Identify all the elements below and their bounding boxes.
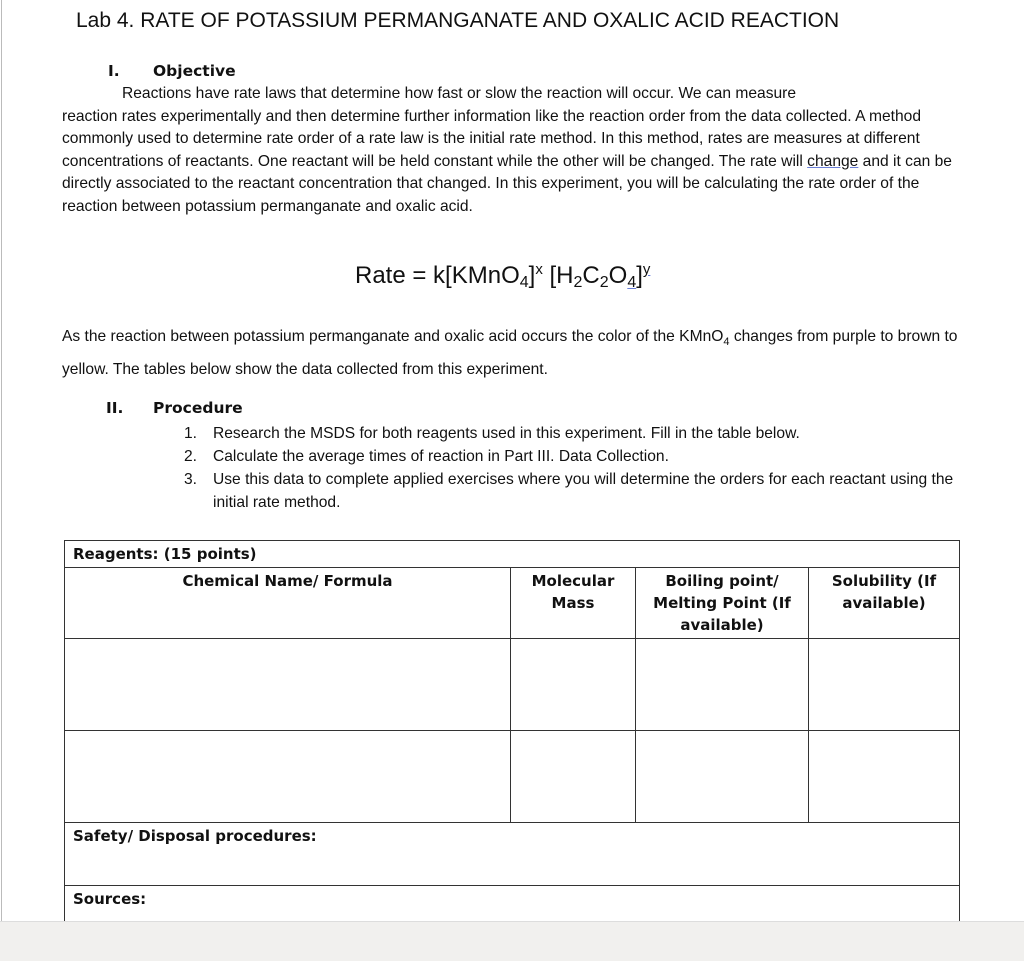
objective-paragraph	[62, 83, 962, 219]
table-row	[65, 731, 960, 823]
safety-disposal-cell[interactable]	[65, 823, 960, 886]
objective-heading: Objective	[153, 62, 236, 80]
cell-solubility[interactable]	[809, 639, 960, 731]
procedure-numeral: II.	[106, 399, 124, 417]
cell-boiling-melting[interactable]	[636, 639, 809, 731]
underlined-word: change	[807, 152, 859, 170]
procedure-heading: Procedure	[153, 399, 243, 417]
procedure-steps	[184, 422, 974, 514]
rate-equation: Rate = k[KMnO$_4$]$^x$ $[H_2C_2O_4]^y$	[355, 261, 651, 291]
cell-boiling-melting[interactable]	[636, 731, 809, 823]
cell-chemical-name[interactable]	[65, 731, 511, 823]
cell-molecular-mass[interactable]	[511, 731, 636, 823]
cell-chemical-name[interactable]	[65, 639, 511, 731]
cell-molecular-mass[interactable]	[511, 639, 636, 731]
objective-text: reaction rates experimentally and then determine further information like the reaction order from the data collected. A method commonly used to determine rate order of a rate law is the initial rate method. In this method, rates are measures at different concentrations of reactants. One reactant will be held constant while the other will be changed. The rate will	[62, 107, 921, 170]
viewer-background	[0, 921, 1024, 961]
header-solubility: Solubility (If available)	[809, 568, 960, 639]
objective-numeral: I.	[108, 62, 120, 80]
page-title: Lab 4. RATE OF POTASSIUM PERMANGANATE AND OXALIC ACID REACTION	[76, 9, 840, 32]
color-paragraph: As the reaction between potassium permanganate and oxalic acid occurs the color of the KMnO$_4$ changes from purple to brown to yellow. The tables below show the data collected from this experiment.	[62, 328, 958, 379]
header-molecular-mass: Molecular Mass	[511, 568, 636, 639]
table-caption: Reagents: (15 points)	[65, 541, 960, 568]
table-row	[65, 639, 960, 731]
objective-text-end: and it can be directly associated to the reactant concentration that changed. In this experiment, you will be calculating the rate order of the reaction between potassium permanganate and oxalic acid.	[62, 152, 952, 215]
cell-solubility[interactable]	[809, 731, 960, 823]
objective-first-line: Reactions have rate laws that determine how fast or slow the reaction will occur. We can measure	[122, 85, 797, 102]
sources-label: Sources:	[73, 890, 147, 908]
safety-label: Safety/ Disposal procedures:	[73, 827, 317, 845]
header-chemical-name: Chemical Name/ Formula	[65, 568, 511, 639]
reagents-table	[64, 540, 960, 946]
procedure-step: 3. Use this data to complete applied exercises where you will determine the orders for each reactant using the initial rate method.	[184, 471, 954, 511]
header-boiling-melting: Boiling point/ Melting Point (If available)	[636, 568, 809, 639]
procedure-step: 2. Calculate the average times of reaction in Part III. Data Collection.	[184, 448, 669, 465]
procedure-step: 1. Research the MSDS for both reagents used in this experiment. Fill in the table below.	[184, 425, 800, 442]
